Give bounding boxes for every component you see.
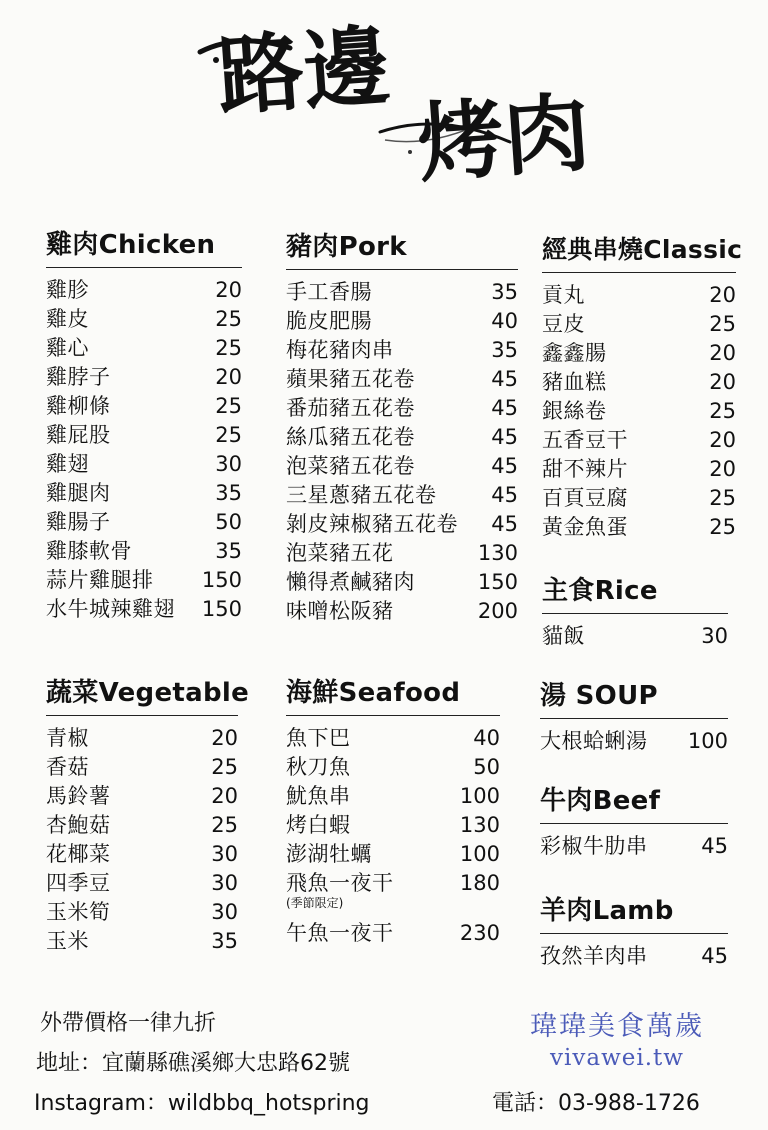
menu-list	[286, 724, 500, 948]
menu-item	[46, 898, 238, 927]
menu-item	[286, 840, 500, 869]
menu-item	[542, 310, 736, 339]
menu-item-name: 雞脖子	[46, 365, 111, 389]
menu-item-name: 番茄豬五花卷	[286, 396, 415, 420]
menu-item	[286, 811, 500, 840]
menu-item-name-wrap	[46, 334, 89, 363]
menu-item-price: 130	[459, 813, 500, 837]
menu-item	[46, 595, 242, 624]
menu-item-price: 45	[491, 396, 518, 420]
section-title: 主食Rice	[542, 570, 728, 614]
menu-item-price: 35	[491, 280, 518, 304]
menu-item-price: 40	[491, 309, 518, 333]
menu-item-name: 青椒	[46, 726, 89, 750]
menu-item	[286, 510, 518, 539]
menu-item-price: 25	[211, 755, 238, 779]
menu-item-price: 30	[701, 624, 728, 648]
menu-item	[46, 782, 238, 811]
menu-item-price: 150	[477, 570, 518, 594]
menu-item-name: 剝皮辣椒豬五花卷	[286, 512, 458, 536]
menu-item-name: 黃金魚蛋	[542, 515, 628, 539]
menu-item-name-wrap	[286, 481, 437, 510]
menu-item-name: 秋刀魚	[286, 755, 351, 779]
menu-item-name-wrap	[286, 423, 415, 452]
menu-list	[286, 278, 518, 626]
menu-item-name: 蒜片雞腿排	[46, 568, 154, 592]
menu-item-name: 雞翅	[46, 452, 89, 476]
menu-item-name: 孜然羊肉串	[540, 944, 648, 968]
menu-item-price: 20	[211, 784, 238, 808]
logo-text-part1: 路邊	[214, 15, 394, 128]
menu-item	[46, 305, 242, 334]
menu-item	[286, 753, 500, 782]
menu-item-price: 45	[491, 483, 518, 507]
menu-item-name-wrap	[46, 869, 111, 898]
menu-item-price: 150	[201, 568, 242, 592]
menu-item-name: 鑫鑫腸	[542, 341, 607, 365]
restaurant-logo	[180, 12, 640, 192]
menu-item	[286, 481, 518, 510]
menu-item-name-wrap	[46, 450, 89, 479]
menu-item-name: 馬鈴薯	[46, 784, 111, 808]
menu-item-name-wrap	[286, 278, 372, 307]
menu-item-name: 魚下巴	[286, 726, 351, 750]
menu-item-name-wrap	[46, 724, 89, 753]
menu-item	[286, 869, 500, 919]
menu-item-name: 梅花豬肉串	[286, 338, 394, 362]
menu-item-price: 35	[215, 539, 242, 563]
menu-item-name: 甜不辣片	[542, 457, 628, 481]
menu-item-price: 45	[491, 425, 518, 449]
menu-item-name-wrap	[46, 276, 89, 305]
menu-item	[46, 421, 242, 450]
menu-item	[46, 363, 242, 392]
section-title: 豬肉Pork	[286, 226, 518, 270]
section-pork	[286, 226, 518, 626]
menu-item	[286, 724, 500, 753]
menu-item-name: 香菇	[46, 755, 89, 779]
menu-item-price: 20	[215, 365, 242, 389]
menu-item-name-wrap	[46, 363, 111, 392]
menu-item	[542, 622, 728, 651]
menu-item-name: 泡菜豬五花卷	[286, 454, 415, 478]
menu-item	[286, 423, 518, 452]
menu-item-name-wrap	[286, 539, 394, 568]
menu-item-name-wrap	[542, 455, 628, 484]
menu-item	[540, 727, 728, 756]
menu-item-name-wrap	[46, 305, 89, 334]
menu-item	[286, 394, 518, 423]
menu-item-name-wrap	[286, 365, 415, 394]
menu-item-price: 180	[459, 871, 500, 895]
menu-item	[46, 811, 238, 840]
menu-item-price: 25	[709, 312, 736, 336]
menu-item-name-wrap	[542, 397, 607, 426]
menu-item-price: 100	[687, 729, 728, 753]
menu-item-name: 五香豆干	[542, 428, 628, 452]
menu-item-note: (季節限定)	[286, 896, 344, 910]
menu-item	[540, 942, 728, 971]
menu-item-name-wrap	[286, 568, 415, 597]
menu-item-name: 花椰菜	[46, 842, 111, 866]
menu-item-price: 30	[211, 871, 238, 895]
menu-item-name-wrap	[46, 898, 111, 927]
menu-item	[542, 368, 736, 397]
menu-item-name-wrap	[46, 392, 111, 421]
menu-item-name-wrap	[46, 479, 111, 508]
menu-item	[46, 508, 242, 537]
menu-item	[542, 426, 736, 455]
section-soup	[540, 675, 728, 756]
menu-item-name-wrap	[46, 840, 111, 869]
menu-item	[46, 927, 238, 956]
menu-item	[286, 365, 518, 394]
menu-item	[46, 450, 242, 479]
menu-item-price: 25	[215, 307, 242, 331]
section-title: 牛肉Beef	[540, 780, 728, 824]
menu-item-name: 雞屁股	[46, 423, 111, 447]
menu-item	[540, 832, 728, 861]
menu-item-price: 20	[709, 370, 736, 394]
menu-item	[46, 840, 238, 869]
menu-item-price: 20	[709, 457, 736, 481]
menu-item-price: 25	[215, 423, 242, 447]
brush-logo-graphic	[180, 12, 640, 192]
menu-item-price: 100	[459, 842, 500, 866]
takeout-discount-note: 外帶價格一律九折	[40, 1011, 217, 1036]
menu-item-name: 午魚一夜干	[286, 921, 394, 945]
menu-item-name-wrap	[542, 310, 585, 339]
menu-item	[46, 753, 238, 782]
menu-item-name: 大根蛤蜊湯	[540, 729, 648, 753]
section-title: 蔬菜Vegetable	[46, 672, 238, 716]
section-title: 湯 SOUP	[540, 675, 728, 719]
menu-item-price: 25	[709, 486, 736, 510]
menu-item-name: 雞腸子	[46, 510, 111, 534]
menu-item	[542, 281, 736, 310]
section-classic	[542, 230, 743, 542]
menu-item-name: 烤白蝦	[286, 813, 351, 837]
menu-item-name-wrap	[46, 782, 111, 811]
menu-item-price: 30	[211, 900, 238, 924]
menu-item-name: 魷魚串	[286, 784, 351, 808]
section-beef	[540, 780, 728, 861]
menu-item	[286, 278, 518, 307]
menu-item-name: 雞心	[46, 336, 89, 360]
menu-item-price: 45	[701, 944, 728, 968]
menu-item-price: 30	[215, 452, 242, 476]
menu-item-price: 20	[211, 726, 238, 750]
menu-item-name-wrap	[286, 811, 351, 840]
section-title: 海鮮Seafood	[286, 672, 500, 716]
watermark-url: vivawei.tw	[550, 1045, 684, 1071]
menu-item-name: 彩椒牛肋串	[540, 834, 648, 858]
menu-item-name-wrap	[46, 566, 154, 595]
instagram-handle: Instagram：wildbbq_hotspring	[34, 1091, 370, 1116]
menu-item	[46, 724, 238, 753]
menu-item-name: 四季豆	[46, 871, 111, 895]
menu-item-name-wrap	[46, 811, 111, 840]
menu-item-name: 澎湖牡蠣	[286, 842, 372, 866]
section-seafood	[286, 672, 500, 948]
menu-item-price: 25	[215, 394, 242, 418]
menu-item	[542, 339, 736, 368]
menu-item-name-wrap	[542, 339, 607, 368]
menu-item-name-wrap	[540, 832, 648, 861]
address-text: 地址：宜蘭縣礁溪鄉大忠路62號	[36, 1051, 350, 1076]
section-lamb	[540, 890, 728, 971]
menu-item-name-wrap	[542, 368, 607, 397]
menu-item-name: 三星蔥豬五花卷	[286, 483, 437, 507]
menu-item	[46, 479, 242, 508]
menu-item-price: 50	[215, 510, 242, 534]
menu-item-name: 杏鮑菇	[46, 813, 111, 837]
phone-number: 電話：03-988-1726	[492, 1091, 700, 1116]
menu-item	[542, 484, 736, 513]
menu-item-name: 飛魚一夜干	[286, 871, 394, 895]
menu-item-name-wrap	[542, 281, 585, 310]
menu-list	[46, 724, 238, 956]
menu-item-name: 味噌松阪豬	[286, 599, 394, 623]
menu-item-price: 35	[491, 338, 518, 362]
menu-item	[46, 334, 242, 363]
menu-item-price: 35	[211, 929, 238, 953]
menu-item-price: 20	[709, 283, 736, 307]
section-title: 羊肉Lamb	[540, 890, 728, 934]
menu-item-name: 雞柳條	[46, 394, 111, 418]
menu-item-price: 150	[201, 597, 242, 621]
menu-list	[542, 622, 728, 651]
menu-item-price: 130	[477, 541, 518, 565]
menu-item-name-wrap	[46, 537, 132, 566]
menu-item-name-wrap	[286, 394, 415, 423]
menu-list	[542, 281, 736, 542]
menu-item-name: 雞膝軟骨	[46, 539, 132, 563]
menu-item-name-wrap	[286, 724, 351, 753]
menu-item-price: 45	[491, 512, 518, 536]
menu-item	[286, 307, 518, 336]
menu-item	[46, 537, 242, 566]
menu-item-price: 45	[491, 454, 518, 478]
menu-item-price: 20	[215, 278, 242, 302]
menu-item	[542, 513, 736, 542]
menu-item-price: 25	[215, 336, 242, 360]
menu-item-name: 雞胗	[46, 278, 89, 302]
menu-item-name-wrap	[540, 727, 648, 756]
menu-item	[286, 336, 518, 365]
menu-item	[46, 566, 242, 595]
menu-item-price: 20	[709, 428, 736, 452]
menu-item	[286, 782, 500, 811]
menu-item-name: 手工香腸	[286, 280, 372, 304]
menu-item	[286, 568, 518, 597]
menu-list	[540, 727, 728, 756]
menu-item-name-wrap	[46, 508, 111, 537]
menu-item-price: 25	[211, 813, 238, 837]
menu-item-name-wrap	[286, 597, 394, 626]
menu-item-name-wrap	[286, 307, 372, 336]
watermark	[512, 1004, 722, 1071]
menu-item-name-wrap	[46, 753, 89, 782]
menu-item-name: 銀絲卷	[542, 399, 607, 423]
menu-item-name-wrap	[286, 452, 415, 481]
menu-item-name-wrap	[286, 753, 351, 782]
watermark-title: 瑋瑋美食萬歲	[530, 1011, 704, 1042]
menu-item-name: 豬血糕	[542, 370, 607, 394]
menu-item-name-wrap	[542, 426, 628, 455]
section-title: 經典串燒Classic	[542, 230, 736, 273]
menu-item-price: 25	[709, 515, 736, 539]
menu-item-name: 水牛城辣雞翅	[46, 597, 175, 621]
menu-item-price: 45	[491, 367, 518, 391]
menu-item-name: 雞腿肉	[46, 481, 111, 505]
menu-item-name-wrap	[542, 513, 628, 542]
menu-list	[540, 832, 728, 861]
menu-item	[46, 276, 242, 305]
menu-item-name-wrap	[542, 622, 585, 651]
menu-list	[46, 276, 242, 624]
menu-item-name: 泡菜豬五花	[286, 541, 394, 565]
menu-item-name-wrap	[286, 782, 351, 811]
menu-item	[46, 392, 242, 421]
menu-item-name: 貢丸	[542, 283, 585, 307]
menu-item-price: 100	[459, 784, 500, 808]
menu-item-name-wrap	[46, 927, 89, 956]
menu-item-name: 懶得煮鹹豬肉	[286, 570, 415, 594]
menu-item-name: 貓飯	[542, 624, 585, 648]
menu-item-price: 230	[459, 921, 500, 945]
menu-item-name-wrap	[286, 336, 394, 365]
menu-item-name: 百頁豆腐	[542, 486, 628, 510]
menu-item-price: 30	[211, 842, 238, 866]
menu-item-name-wrap	[286, 840, 372, 869]
menu-item-name-wrap	[286, 919, 394, 948]
menu-item-name-wrap	[286, 510, 458, 539]
section-chicken	[46, 224, 242, 624]
menu-item-price: 50	[473, 755, 500, 779]
menu-item	[286, 539, 518, 568]
menu-item-name: 豆皮	[542, 312, 585, 336]
menu-item-name: 蘋果豬五花卷	[286, 367, 415, 391]
menu-item-price: 40	[473, 726, 500, 750]
menu-item-name: 玉米筍	[46, 900, 111, 924]
menu-item	[286, 452, 518, 481]
section-rice	[542, 570, 728, 651]
menu-item-name-wrap	[540, 942, 648, 971]
menu-item-price: 45	[701, 834, 728, 858]
menu-item	[542, 397, 736, 426]
menu-item	[286, 919, 500, 948]
menu-list	[540, 942, 728, 971]
menu-item-name-wrap	[46, 421, 111, 450]
menu-item-name-wrap	[286, 870, 394, 910]
section-vegetable	[46, 672, 250, 956]
menu-item	[46, 869, 238, 898]
menu-item-price: 20	[709, 341, 736, 365]
menu-item-name: 雞皮	[46, 307, 89, 331]
section-title: 雞肉Chicken	[46, 224, 242, 268]
menu-item-name-wrap	[542, 484, 628, 513]
menu-item-name: 絲瓜豬五花卷	[286, 425, 415, 449]
menu-item-price: 200	[477, 599, 518, 623]
menu-item-name-wrap	[46, 595, 175, 624]
menu-item-name: 脆皮肥腸	[286, 309, 372, 333]
menu-item-name: 玉米	[46, 929, 89, 953]
menu-item-price: 35	[215, 481, 242, 505]
logo-text-part2: 烤肉	[414, 82, 594, 192]
menu-item	[542, 455, 736, 484]
menu-item	[286, 597, 518, 626]
menu-item-price: 25	[709, 399, 736, 423]
